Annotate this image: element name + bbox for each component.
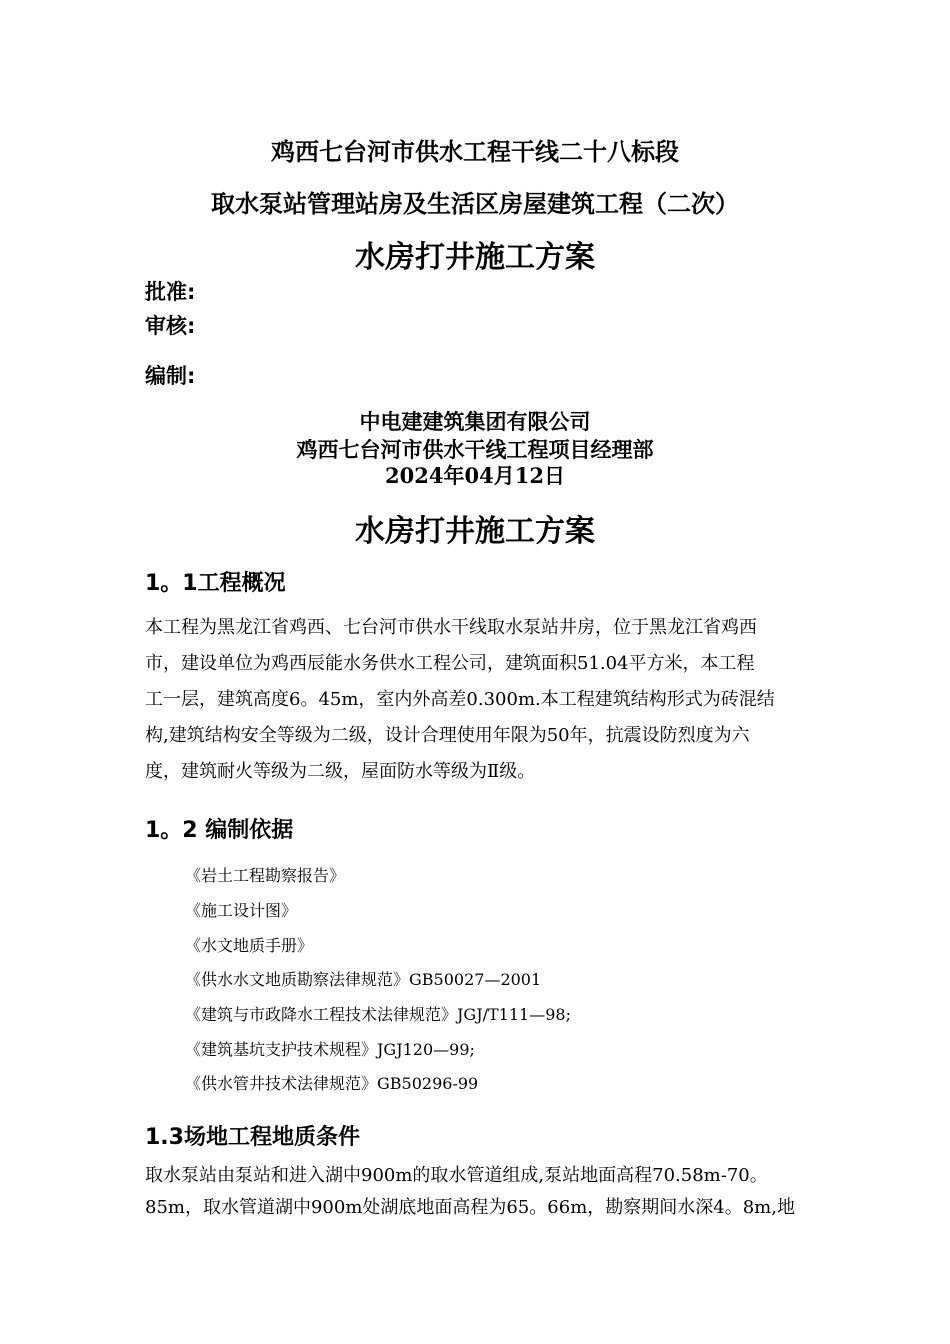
cover-title-line1: 鸡西七台河市供水工程干线二十八标段 xyxy=(271,138,679,166)
section-heading-geology: 1.3场地工程地质条件 xyxy=(145,1125,360,1150)
reference-item: 《施工设计图》 xyxy=(185,901,298,920)
reference-item: 《建筑基坑支护技术规程》JGJ120—99; xyxy=(185,1040,475,1059)
geology-line-2: 85m，取水管道湖中900m处湖底地面高程为65。66m，勘察期间水深4。8m,地 xyxy=(145,1197,795,1218)
reference-item: 《供水管井技术法律规范》GB50296-99 xyxy=(185,1074,479,1093)
review-label: 审核: xyxy=(145,314,196,338)
approve-label: 批准: xyxy=(145,280,196,304)
reference-item: 《水文地质手册》 xyxy=(185,936,314,955)
body-title: 水房打井施工方案 xyxy=(355,514,595,549)
cover-main-title: 水房打井施工方案 xyxy=(355,240,595,275)
reference-item: 《建筑与市政降水工程技术法律规范》JGJ/T111—98; xyxy=(185,1005,571,1024)
overview-line-5: 度，建筑耐火等级为二级，屋面防水等级为Ⅱ级。 xyxy=(145,761,536,782)
section-heading-basis: 1。2 编制依据 xyxy=(145,818,294,843)
section-heading-overview: 1。1工程概况 xyxy=(145,571,286,596)
department-name: 鸡西七台河市供水干线工程项目经理部 xyxy=(296,438,654,462)
geology-line-1: 取水泵站由泵站和进入湖中900m的取水管道组成,泵站地面高程70.58m-70。 xyxy=(145,1165,768,1186)
reference-item: 《供水水文地质勘察法律规范》GB50027—2001 xyxy=(185,970,542,989)
company-name: 中电建建筑集团有限公司 xyxy=(359,410,591,434)
overview-line-4: 构,建筑结构安全等级为二级，设计合理使用年限为50年，抗震设防烈度为六 xyxy=(145,725,750,746)
cover-title-line2: 取水泵站管理站房及生活区房屋建筑工程（二次） xyxy=(211,190,739,218)
document-date: 2024年04月12日 xyxy=(385,463,565,488)
overview-line-2: 市，建设单位为鸡西辰能水务供水工程公司，建筑面积51.04平方米，本工程 xyxy=(145,653,755,674)
compile-label: 编制: xyxy=(145,364,196,388)
overview-line-3: 工一层，建筑高度6。45m，室内外高差0.300m.本工程建筑结构形式为砖混结 xyxy=(145,689,775,710)
overview-line-1: 本工程为黑龙江省鸡西、七台河市供水干线取水泵站井房，位于黑龙江省鸡西 xyxy=(145,617,757,638)
reference-item: 《岩土工程勘察报告》 xyxy=(185,866,346,885)
